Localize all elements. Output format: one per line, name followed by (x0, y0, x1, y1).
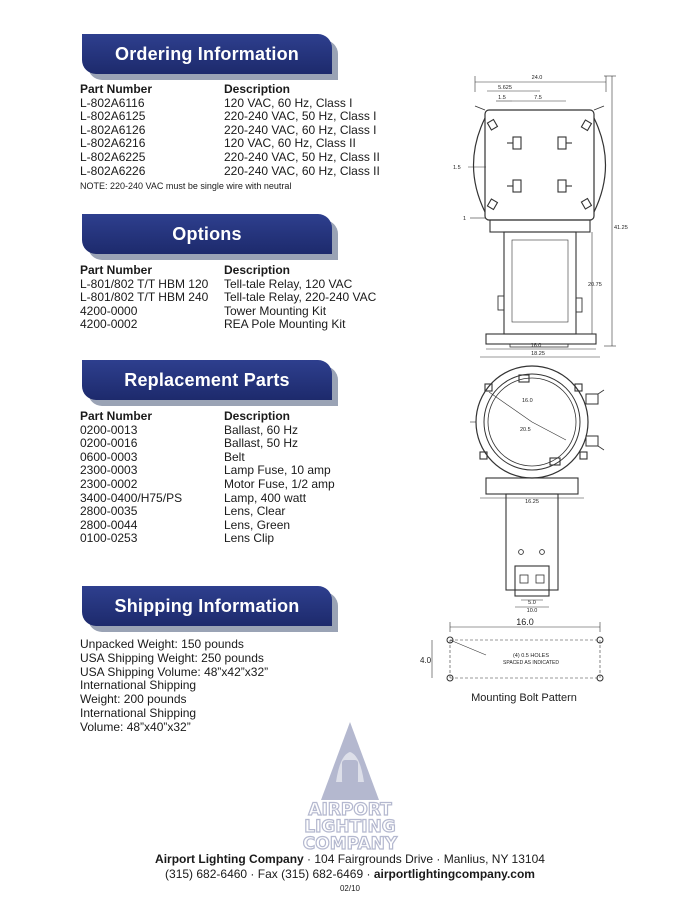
part-description: Lens, Green (224, 517, 291, 532)
part-number: 0200-0016 (80, 436, 138, 451)
ordering-note: NOTE: 220-240 VAC must be single wire with neutral (80, 181, 292, 191)
dim-41-25: 41.25 (614, 225, 628, 231)
part-description: Motor Fuse, 1/2 amp (224, 476, 335, 491)
part-number: 2800-0044 (80, 517, 138, 532)
shipping-line: Unpacked Weight: 150 pounds (80, 637, 244, 651)
part-number: 2800-0035 (80, 504, 138, 519)
footer-address: · 104 Fairgrounds Drive · Manlius, NY 13104 (303, 852, 545, 866)
bolt-dim-4: 4.0 (420, 656, 432, 665)
dim-16-circle: 16.0 (522, 398, 533, 404)
dim-1: 1 (463, 216, 467, 222)
part-number: L-802A6126 (80, 122, 146, 137)
part-number: 0600-0003 (80, 449, 138, 464)
part-number: 4200-0002 (80, 317, 138, 332)
part-number: 4200-0000 (80, 303, 138, 318)
dim-18-25: 18.25 (531, 351, 545, 357)
replacement-header-desc: Description (224, 409, 291, 423)
part-number: 2300-0002 (80, 476, 138, 491)
part-number: 0200-0013 (80, 422, 138, 437)
part-number: 3400-0400/H75/PS (80, 490, 183, 505)
shipping-title: Shipping Information (82, 586, 332, 626)
part-description: Tower Mounting Kit (224, 303, 327, 318)
part-description: Lens Clip (224, 531, 275, 546)
part-description: Ballast, 50 Hz (224, 436, 299, 451)
logo-line-3: COMPANY (302, 834, 398, 854)
footer-contact-line (0, 867, 700, 881)
part-description: 220-240 VAC, 50 Hz, Class II (224, 149, 380, 164)
part-description: Lamp, 400 watt (224, 490, 307, 505)
part-number: L-802A6116 (80, 95, 145, 110)
part-description: 220-240 VAC, 50 Hz, Class I (224, 109, 377, 124)
dim-10-0: 10.0 (526, 608, 538, 614)
replacement-header-part: Part Number (80, 409, 153, 423)
logo-line-2: LIGHTING (304, 817, 396, 837)
footer-date: 02/10 (339, 884, 361, 893)
dim-16-base: 16.0 (530, 343, 542, 349)
part-description: 120 VAC, 60 Hz, Class I (224, 95, 353, 110)
shipping-line: International Shipping (80, 678, 197, 693)
part-number: 2300-0003 (80, 463, 138, 478)
dim-5-0: 5.0 (528, 600, 536, 606)
shipping-line: Weight: 200 pounds (80, 692, 187, 707)
shipping-line: USA Shipping Volume: 48”x42”x32” (80, 664, 269, 679)
part-description: Belt (224, 449, 245, 464)
part-description: REA Pole Mounting Kit (224, 317, 346, 332)
part-description: Lamp Fuse, 10 amp (224, 463, 331, 478)
part-description: Tell-tale Relay, 120 VAC (224, 276, 353, 291)
ordering-title: Ordering Information (82, 34, 332, 74)
options-title: Options (82, 214, 332, 254)
part-number: L-802A6226 (80, 163, 146, 178)
shipping-line: Volume: 48”x40”x32” (80, 719, 191, 734)
dim-20-75: 20.75 (588, 282, 602, 288)
part-number: L-802A6225 (80, 149, 146, 164)
shipping-line: International Shipping (80, 705, 197, 720)
dim-24: 24.0 (531, 75, 543, 81)
options-header-part: Part Number (80, 263, 153, 277)
footer-address-line (0, 852, 700, 866)
logo-line-1: AIRPORT (308, 800, 392, 820)
part-description: 220-240 VAC, 60 Hz, Class I (224, 122, 377, 137)
holes-spacing: SPACED AS INDICATED (503, 660, 559, 666)
part-description: Tell-tale Relay, 220-240 VAC (224, 290, 377, 305)
footer-phone: (315) 682-6460 · Fax (315) 682-6469 · (165, 867, 374, 881)
ordering-header-desc: Description (224, 82, 291, 96)
part-description: Lens, Clear (224, 504, 286, 519)
footer-company: Airport Lighting Company (155, 852, 304, 866)
dim-20-5: 20.5 (520, 427, 531, 433)
options-header-desc: Description (224, 263, 291, 277)
company-logo (303, 722, 398, 854)
replacement-title: Replacement Parts (82, 360, 332, 400)
part-number: L-801/802 T/T HBM 240 (80, 290, 209, 305)
part-number: L-801/802 T/T HBM 120 (80, 276, 209, 291)
part-description: 120 VAC, 60 Hz, Class II (224, 136, 356, 151)
holes-label: (4) 0.5 HOLES (512, 653, 550, 659)
part-number: L-802A6216 (80, 136, 146, 151)
bolt-pattern-caption: Mounting Bolt Pattern (471, 692, 577, 704)
shipping-line: USA Shipping Weight: 250 pounds (80, 650, 264, 665)
dim-5625: 5.625 (498, 85, 512, 91)
part-description: 220-240 VAC, 60 Hz, Class II (224, 163, 380, 178)
dim-1-5-top: 1.5 (498, 95, 506, 101)
part-number: 0100-0253 (80, 531, 138, 546)
footer-website[interactable]: airportlightingcompany.com (373, 867, 535, 881)
part-number: L-802A6125 (80, 109, 146, 124)
dim-7-5: 7.5 (534, 95, 542, 101)
part-description: Ballast, 60 Hz (224, 422, 299, 437)
bolt-dim-16: 16.0 (516, 617, 534, 627)
dim-16-25: 16.25 (525, 499, 539, 505)
ordering-header-part: Part Number (80, 82, 153, 96)
dim-1-5-side: 1.5 (453, 165, 461, 171)
